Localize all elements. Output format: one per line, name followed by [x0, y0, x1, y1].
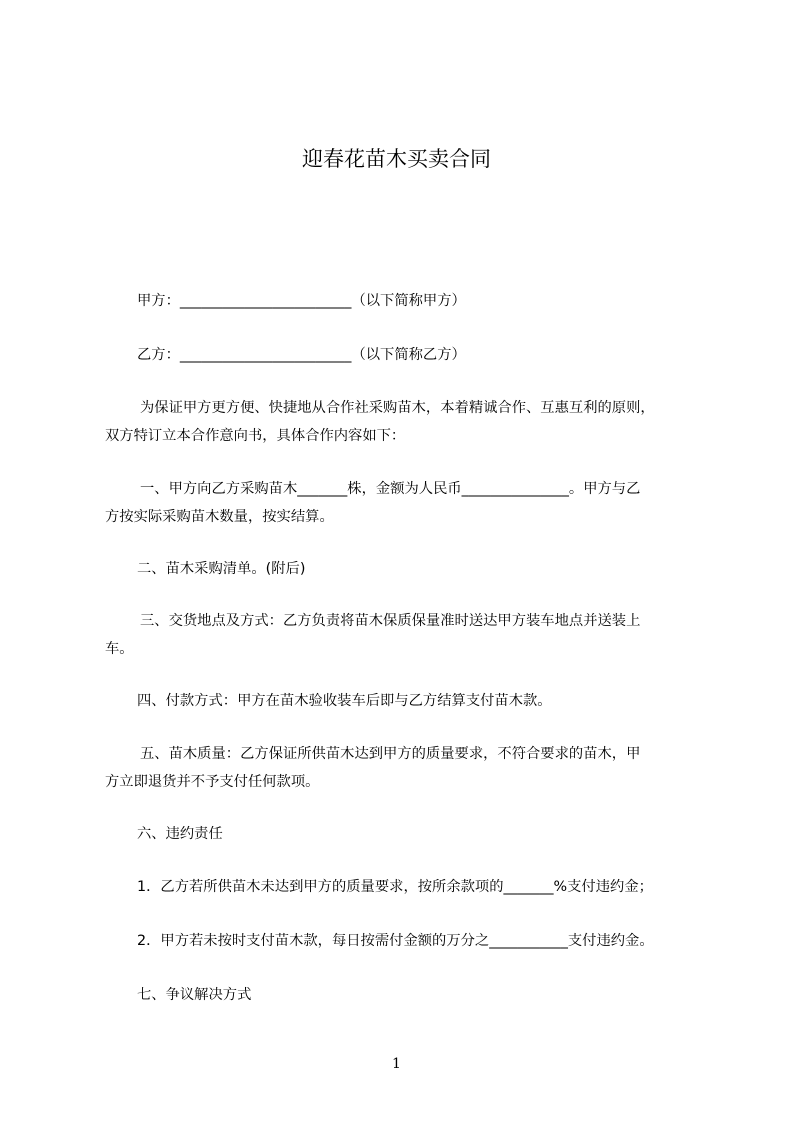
page-number: 1 [392, 1056, 401, 1072]
clause-2: 二、苗木采购清单。(附后) [137, 561, 306, 577]
clause-5-line-1: 五、苗木质量：乙方保证所供苗木达到甲方的质量要求，不符合要求的苗木，甲 [140, 746, 641, 762]
clause-1-line-1: 一、甲方向乙方采购苗木_______株，金额为人民币_______________。甲方与乙 [140, 481, 641, 497]
intro-line-1: 为保证甲方更方便、快捷地从合作社采购苗木，本着精诚合作、互惠互利的原则， [140, 400, 655, 416]
clause-3-line-1: 三、交货地点及方式：乙方负责将苗木保质保量准时送达甲方装车地点并送装上 [140, 613, 641, 629]
party-b-line: 乙方：________________________（以下简称乙方） [137, 347, 466, 363]
clause-1-line-2: 方按实际采购苗木数量，按实结算。 [105, 509, 334, 525]
clause-6-heading: 六、违约责任 [137, 826, 223, 842]
intro-line-2: 双方特订立本合作意向书，具体合作内容如下： [105, 428, 406, 444]
clause-3-line-2: 车。 [105, 641, 134, 657]
clause-7-heading: 七、争议解决方式 [137, 987, 252, 1003]
clause-6-item-2: 2．甲方若未按时支付苗木款，每日按需付金额的万分之___________支付违约金。 [137, 933, 654, 949]
document-title: 迎春花苗木买卖合同 [302, 147, 491, 171]
party-a-line: 甲方：________________________（以下简称甲方） [137, 293, 466, 309]
clause-6-item-1: 1．乙方若所供苗木未达到甲方的质量要求，按所余款项的_______%支付违约金； [137, 879, 653, 895]
clause-5-line-2: 方立即退货并不予支付任何款项。 [105, 774, 320, 790]
clause-4: 四、付款方式：甲方在苗木验收装车后即与乙方结算支付苗木款。 [137, 693, 552, 709]
